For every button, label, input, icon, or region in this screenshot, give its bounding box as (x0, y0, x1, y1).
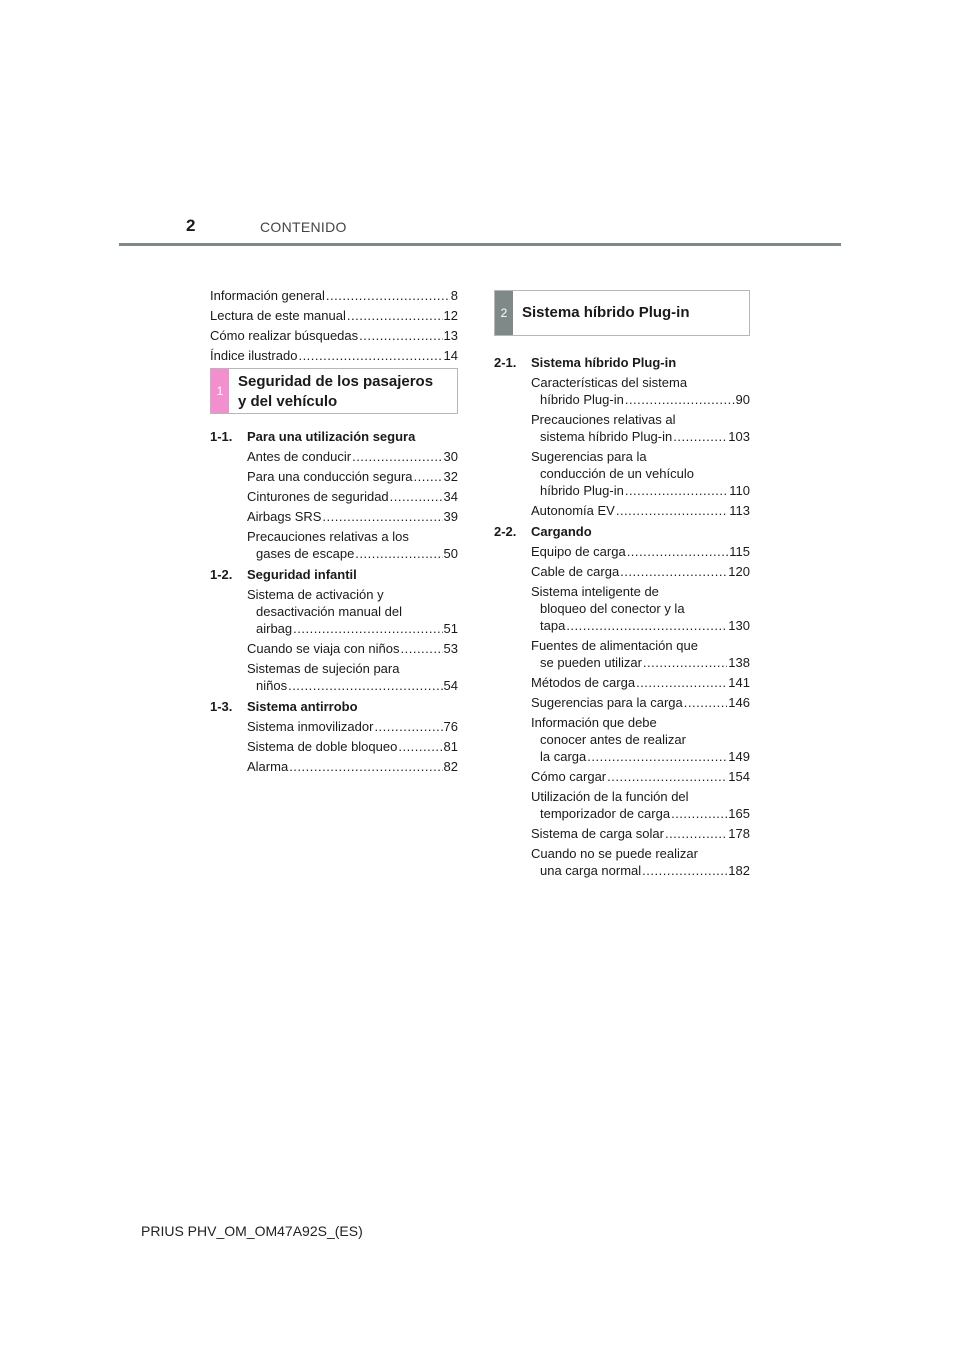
toc-leader-dots (566, 617, 727, 634)
toc-entry[interactable] (494, 448, 750, 499)
toc-entry-page: 76 (443, 719, 458, 734)
toc-leader-dots (401, 640, 443, 657)
toc-entry-page: 115 (729, 544, 750, 559)
toc-leader-dots (587, 748, 727, 765)
toc-entry-row[interactable] (247, 718, 458, 735)
toc-section-heading[interactable] (210, 698, 458, 715)
toc-entry-label: Sistema de carga solar (531, 826, 664, 841)
toc-section-title: Sistema híbrido Plug-in (531, 355, 677, 370)
toc-entry-page: 103 (728, 429, 750, 444)
toc-leader-dots (665, 825, 727, 842)
toc-entry-row[interactable] (210, 347, 458, 364)
toc-entry-page: 8 (450, 288, 458, 303)
toc-entry-label: Para una conducción segura (247, 469, 413, 484)
toc-entry-label: Métodos de carga (531, 675, 636, 690)
toc-entry-line: Precauciones relativas a los (247, 529, 409, 544)
toc-entry-label: Airbags SRS (247, 509, 322, 524)
toc-entry-page: 39 (443, 509, 458, 524)
toc-entry-line: Sistemas de sujeción para (247, 661, 400, 676)
toc-entry-row[interactable] (210, 327, 458, 344)
toc-entry-label: temporizador de carga (540, 806, 671, 821)
toc-entry-label: Cuando se viaja con niños (247, 641, 400, 656)
toc-entry-page: 13 (443, 328, 458, 343)
toc-leader-dots (607, 768, 727, 785)
toc-entry-label: Equipo de carga (531, 544, 626, 559)
toc-section-title: Sistema antirrobo (247, 699, 358, 714)
toc-entry-row[interactable] (531, 748, 750, 765)
toc-entry-line: Utilización de la función del (531, 789, 689, 804)
toc-entry-label: Sugerencias para la carga (531, 695, 683, 710)
toc-entry[interactable] (210, 758, 458, 775)
toc-entry-line: Sistema de activación y (247, 587, 384, 602)
toc-entry-label: Información general (210, 288, 325, 303)
toc-entry-page: 53 (443, 641, 458, 656)
toc-leader-dots (620, 563, 727, 580)
toc-entry-label: Cinturones de seguridad (247, 489, 389, 504)
toc-entry[interactable] (210, 718, 458, 735)
toc-entry-row[interactable] (531, 391, 750, 408)
toc-section-heading[interactable] (494, 523, 750, 540)
toc-entry-line: Información que debe (531, 715, 657, 730)
toc-leader-dots (293, 620, 442, 637)
toc-entry-label: Sistema inmovilizador (247, 719, 374, 734)
toc-leader-dots (390, 488, 443, 505)
toc-entry-row[interactable] (247, 738, 458, 755)
toc-entry-line: Fuentes de alimentación que (531, 638, 698, 653)
toc-leader-dots (326, 287, 450, 304)
toc-entry-label: Cómo cargar (531, 769, 607, 784)
toc-entry-label: híbrido Plug-in (540, 392, 624, 407)
toc-entry-row[interactable] (531, 825, 750, 842)
toc-entry[interactable] (210, 528, 458, 562)
toc-entry-row[interactable] (247, 508, 458, 525)
toc-entry[interactable] (494, 845, 750, 879)
toc-entry-label: Antes de conducir (247, 449, 352, 464)
toc-leader-dots (322, 508, 442, 525)
toc-entry[interactable] (210, 468, 458, 485)
toc-entry-label: se pueden utilizar (540, 655, 642, 670)
header-divider (119, 243, 841, 246)
chapter-1-title (229, 369, 443, 413)
toc-entry-row[interactable] (247, 758, 458, 775)
toc-entry[interactable] (494, 502, 750, 519)
toc-entry-line: desactivación manual del (256, 604, 402, 619)
toc-entry[interactable] (210, 488, 458, 505)
toc-entry[interactable] (494, 788, 750, 822)
toc-entry-label: airbag (256, 621, 293, 636)
toc-leader-dots (288, 677, 442, 694)
toc-entry-label: la carga (540, 749, 587, 764)
toc-leader-dots (684, 694, 728, 711)
toc-entry-page: 146 (728, 695, 750, 710)
toc-entry-label: tapa (540, 618, 566, 633)
toc-entry-line: Precauciones relativas al (531, 412, 676, 427)
toc-leader-dots (673, 428, 727, 445)
toc-entry-page: 182 (728, 863, 750, 878)
toc-entry[interactable] (494, 637, 750, 671)
toc-section-number: 1-3. (210, 699, 233, 714)
toc-entry-row[interactable] (531, 694, 750, 711)
toc-entry-label: Índice ilustrado (210, 348, 298, 363)
toc-entry[interactable] (494, 374, 750, 408)
toc-entry-row[interactable] (247, 640, 458, 657)
page-number: 2 (186, 216, 196, 235)
toc-entry-page: 178 (728, 826, 750, 841)
toc-entry-label: niños (256, 678, 288, 693)
toc-entry-line: bloqueo del conector y la (540, 601, 685, 616)
toc-entry-row[interactable] (210, 307, 458, 324)
toc-leader-dots (642, 862, 727, 879)
toc-entry-row[interactable] (210, 287, 458, 304)
toc-entry[interactable] (494, 694, 750, 711)
toc-entry[interactable] (494, 825, 750, 842)
chapter-2-heading[interactable] (494, 290, 750, 336)
toc-entry[interactable] (494, 543, 750, 560)
toc-entry[interactable] (494, 768, 750, 785)
toc-leader-dots (625, 391, 735, 408)
toc-entry-page: 130 (728, 618, 750, 633)
toc-entry-row[interactable] (531, 617, 750, 634)
toc-section-number: 2-2. (494, 524, 517, 539)
toc-section-number: 2-1. (494, 355, 517, 370)
toc-leader-dots (398, 738, 442, 755)
toc-entry-line: conducción de un vehículo (540, 466, 694, 481)
toc-entry-label: Sistema de doble bloqueo (247, 739, 398, 754)
toc-entry-page: 120 (728, 564, 750, 579)
toc-section-heading[interactable] (494, 354, 750, 371)
toc-entry-page: 154 (728, 769, 750, 784)
toc-entry-label: Autonomía EV (531, 503, 615, 518)
toc-entry-row[interactable] (531, 563, 750, 580)
intro-list (210, 287, 458, 364)
toc-section-heading[interactable] (210, 428, 458, 445)
toc-entry-page: 81 (443, 739, 458, 754)
footer-model-code: PRIUS PHV_OM_OM47A92S_(ES) (141, 1223, 363, 1239)
toc-left-column (210, 287, 458, 778)
toc-right-column (494, 290, 750, 882)
toc-entry[interactable] (494, 583, 750, 634)
toc-entry-row[interactable] (247, 620, 458, 637)
toc-entry-row[interactable] (247, 677, 458, 694)
toc-entry-row[interactable] (531, 502, 750, 519)
toc-entry-page: 30 (443, 449, 458, 464)
toc-entry-row[interactable] (247, 468, 458, 485)
toc-entry-label: gases de escape (256, 546, 355, 561)
toc-entry[interactable] (494, 714, 750, 765)
toc-entry-page: 34 (443, 489, 458, 504)
chapter-1-sections (210, 428, 458, 775)
toc-entry-page: 149 (728, 749, 750, 764)
toc-entry-row[interactable] (531, 654, 750, 671)
toc-entry-label: una carga normal (540, 863, 642, 878)
toc-entry-row[interactable] (531, 543, 750, 560)
toc-entry-label: Alarma (247, 759, 289, 774)
toc-entry-page: 12 (443, 308, 458, 323)
toc-leader-dots (643, 654, 727, 671)
chapter-2-sections (494, 354, 750, 879)
toc-entry-label: Cómo realizar búsquedas (210, 328, 359, 343)
chapter-2-tab: 2 (495, 291, 513, 335)
toc-leader-dots (347, 307, 443, 324)
toc-entry-page: 32 (443, 469, 458, 484)
toc-entry-page: 82 (443, 759, 458, 774)
chapter-2-title: Sistema híbrido Plug-in (522, 304, 690, 321)
toc-leader-dots (627, 543, 729, 560)
toc-entry-label: Lectura de este manual (210, 308, 346, 323)
toc-entry-line: conocer antes de realizar (540, 732, 686, 747)
toc-entry-row[interactable] (531, 674, 750, 691)
toc-section-title: Cargando (531, 524, 592, 539)
toc-entry-page: 54 (443, 678, 458, 693)
toc-entry[interactable] (210, 660, 458, 694)
toc-leader-dots (352, 448, 442, 465)
toc-entry-row[interactable] (531, 805, 750, 822)
chapter-1-tab: 1 (211, 369, 229, 413)
toc-entry[interactable] (210, 586, 458, 637)
toc-entry-row[interactable] (247, 488, 458, 505)
toc-entry-page: 90 (735, 392, 750, 407)
toc-entry-page: 138 (728, 655, 750, 670)
toc-entry-line: Cuando no se puede realizar (531, 846, 698, 861)
toc-entry-row[interactable] (247, 448, 458, 465)
toc-entry[interactable] (494, 563, 750, 580)
toc-entry-page: 50 (443, 546, 458, 561)
toc-leader-dots (616, 502, 728, 519)
toc-leader-dots (625, 482, 728, 499)
toc-section-title: Seguridad infantil (247, 567, 357, 582)
toc-entry-label: híbrido Plug-in (540, 483, 624, 498)
toc-leader-dots (289, 758, 442, 775)
toc-entry-line: Sistema inteligente de (531, 584, 659, 599)
toc-leader-dots (374, 718, 442, 735)
toc-leader-dots (671, 805, 727, 822)
toc-entry-page: 51 (443, 621, 458, 636)
toc-entry[interactable] (210, 508, 458, 525)
toc-entry-page: 113 (729, 503, 750, 518)
toc-entry-page: 110 (729, 483, 750, 498)
toc-entry-row[interactable] (531, 482, 750, 499)
toc-entry-row[interactable] (531, 862, 750, 879)
toc-section-heading[interactable] (210, 566, 458, 583)
toc-entry-row[interactable] (247, 545, 458, 562)
toc-entry-row[interactable] (531, 428, 750, 445)
toc-entry-page: 141 (728, 675, 750, 690)
toc-entry-row[interactable] (531, 768, 750, 785)
toc-leader-dots (298, 347, 442, 364)
toc-entry-label: sistema híbrido Plug-in (540, 429, 673, 444)
toc-section-number: 1-2. (210, 567, 233, 582)
toc-leader-dots (636, 674, 727, 691)
toc-leader-dots (414, 468, 443, 485)
toc-entry[interactable] (210, 640, 458, 657)
page-title: CONTENIDO (260, 219, 347, 235)
toc-entry-line: Sugerencias para la (531, 449, 647, 464)
toc-entry[interactable] (494, 411, 750, 445)
toc-entry-line: Características del sistema (531, 375, 688, 390)
chapter-1-heading[interactable] (210, 368, 458, 414)
toc-leader-dots (359, 327, 442, 344)
toc-entry[interactable] (210, 738, 458, 755)
toc-section-title: Para una utilización segura (247, 429, 416, 444)
toc-section-number: 1-1. (210, 429, 233, 444)
toc-leader-dots (355, 545, 442, 562)
toc-entry[interactable] (494, 674, 750, 691)
chapter-1-title-line2: y del vehículo (238, 393, 338, 410)
toc-entry-page: 165 (728, 806, 750, 821)
toc-entry[interactable] (210, 448, 458, 465)
toc-entry-label: Cable de carga (531, 564, 620, 579)
chapter-1-title-line1: Seguridad de los pasajeros (238, 373, 434, 390)
toc-entry-page: 14 (443, 348, 458, 363)
